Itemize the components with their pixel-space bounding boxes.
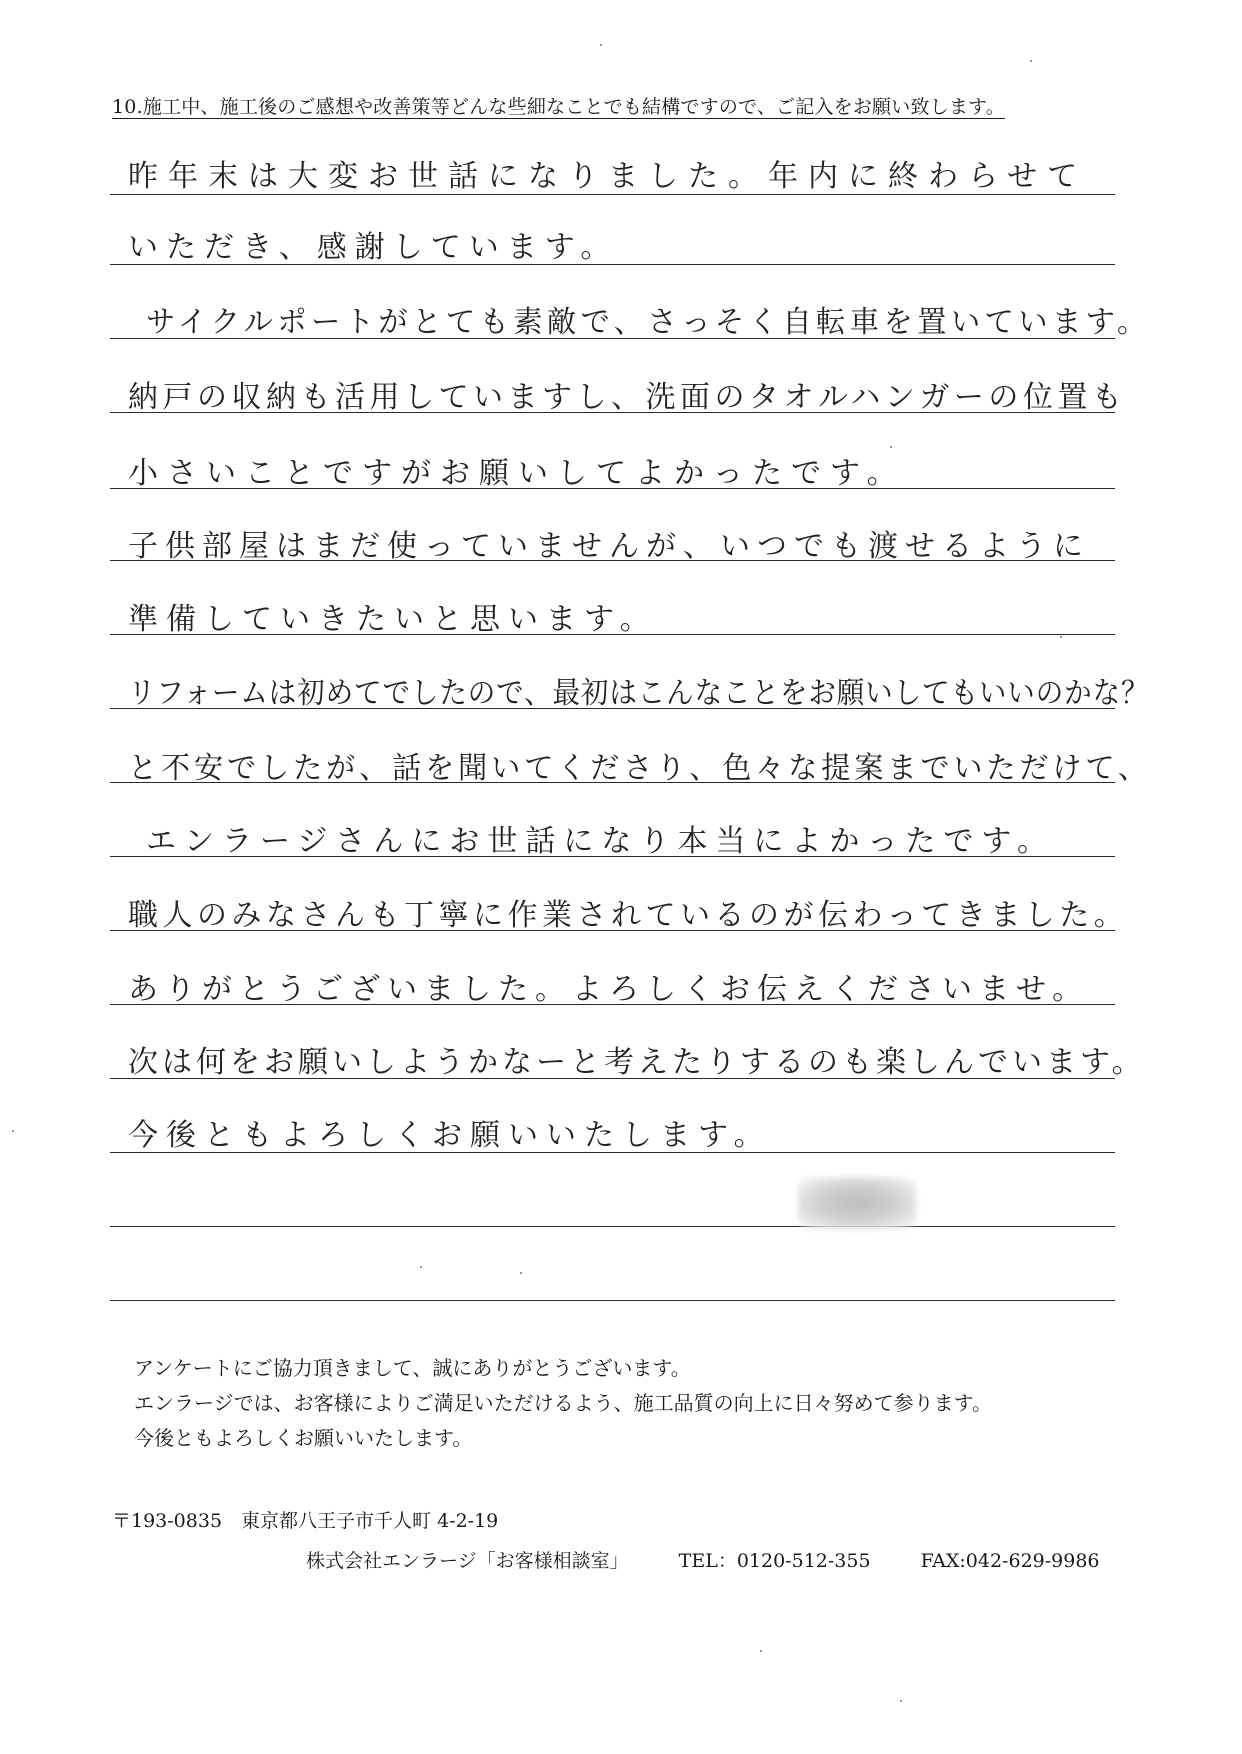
scan-speck xyxy=(420,1266,422,1268)
scan-speck xyxy=(600,44,602,46)
handwritten-line: 小さいことですがお願いしてよかったです。 xyxy=(128,456,906,491)
ruled-line xyxy=(110,1226,1115,1227)
fax-number: FAX:042-629-9986 xyxy=(920,1550,1100,1572)
handwritten-line: ありがとうございました。よろしくお伝えくださいませ。 xyxy=(128,972,1090,1007)
closing-message-line: 今後ともよろしくお願いいたします。 xyxy=(134,1426,473,1450)
company-contact xyxy=(306,1546,1100,1573)
scan-speck xyxy=(760,1650,762,1652)
handwritten-line: 準備していきたいと思います。 xyxy=(128,602,658,637)
scan-speck xyxy=(900,1700,902,1702)
handwritten-line: 納戸の収納も活用していますし、洗面のタオルハンガーの位置も xyxy=(128,380,1127,415)
handwritten-line: いただき、感謝しています。 xyxy=(128,230,619,265)
scan-speck xyxy=(520,1272,522,1274)
scan-speck xyxy=(1060,636,1062,638)
handwritten-line: 職人のみなさんも丁寧に作業されているのが伝わってきました。 xyxy=(128,898,1129,933)
closing-message-line: アンケートにご協力頂きまして、誠にありがとうございます。 xyxy=(134,1356,691,1380)
question-heading: 10.施工中、施工後のご感想や改善策等どんな些細なことでも結構ですので、ご記入をお願い致します。 xyxy=(112,96,1005,118)
handwritten-line: エンラージさんにお世話になり本当によかったです。 xyxy=(146,824,1055,859)
handwritten-line: 次は何をお願いしようかなーと考えたりするのも楽しんでいます。 xyxy=(128,1045,1146,1080)
handwritten-line: 今後ともよろしくお願いいたします。 xyxy=(128,1118,772,1153)
scan-speck xyxy=(1030,60,1032,62)
handwritten-line: と不安でしたが、話を聞いてくださり、色々な提案までいただけて、 xyxy=(128,751,1151,786)
phone-number: TEL：0120-512-355 xyxy=(678,1550,871,1572)
company-address: 〒193-0835 東京都八王子市千人町 4-2-19 xyxy=(112,1510,499,1532)
handwritten-line: 昨年末は大変お世話になりました。年内に終わらせて xyxy=(128,159,1088,194)
ruled-line xyxy=(110,1300,1115,1301)
closing-message-line: エンラージでは、お客様によりご満足いただけるよう、施工品質の向上に日々努めて参ります。 xyxy=(134,1391,992,1415)
handwritten-line: リフォームは初めてでしたので、最初はこんなことをお願いしてもいいのかな？ xyxy=(128,676,1150,711)
company-name: 株式会社エンラージ「お客様相談室」 xyxy=(306,1550,629,1572)
scan-speck xyxy=(12,1130,14,1132)
handwritten-line: サイクルポートがとても素敵で、さっそく自転車を置いています。 xyxy=(146,305,1151,340)
redacted-signature xyxy=(798,1177,916,1229)
handwritten-line: 子供部屋はまだ使っていませんが、いつでも渡せるように xyxy=(128,529,1090,564)
scan-speck xyxy=(890,446,892,448)
